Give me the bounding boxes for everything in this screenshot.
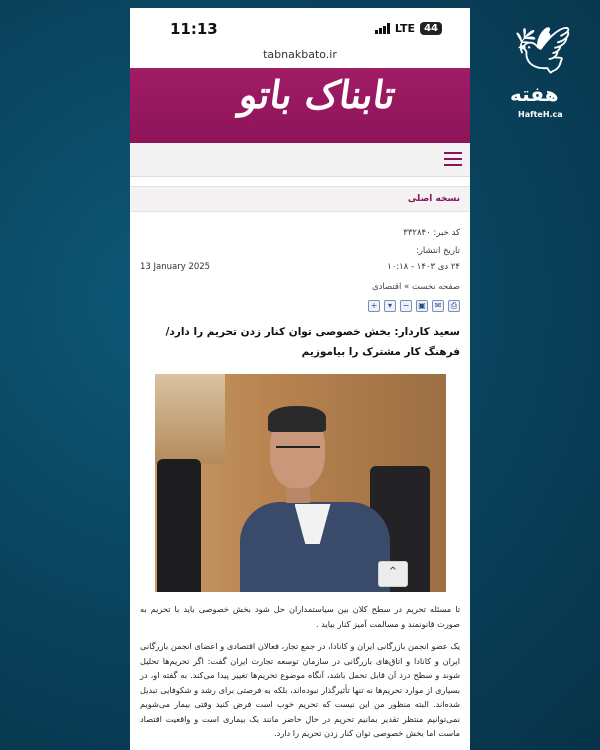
article-body: یک عضو انجمن بازرگانی ایران و کانادا، در جمع تجار، فعالان اقتصادی و اعضای انجمن بازرگانی ایران و کانادا و اتاق‌های بازرگانی در سازمان توسعه تجارت ایران گفت: اگر تحریم‌ها تحلیل شوند و سطح درد آن قابل تحمل باشد، آنگاه موضوع تحریم‌ها تغییر پیدا می‌کند. به گفته او، در بسیاری از موارد تحریم‌ها نه تنها تأثیرگذار نبوده‌اند، بلکه به فرصتی برای رشد و شکوفایی تبدیل شده‌اند. البته منظور من این نیست که تحریم خوب است فرض کنید وقتی بیمار می‌شویم نمی‌توانیم منتظر تقدیر بمانیم تحریم در حال حاضر مانند یک بیماری است و واقعیت اقتصاد ماست اما بخش خصوصی توان کنار زدن تحریم را دارد.	[140, 641, 460, 738]
gregorian-date: 13 January 2025	[140, 262, 211, 272]
nav-bar	[130, 143, 470, 177]
tab-main-version[interactable]: نسخه اصلی	[130, 186, 470, 212]
article-photo	[155, 374, 446, 592]
save-icon[interactable]: ▣	[416, 300, 428, 312]
font-down-icon[interactable]: −	[400, 300, 412, 312]
add-icon[interactable]: +	[368, 300, 380, 312]
status-bar	[130, 8, 470, 48]
font-up-icon[interactable]: ▾	[384, 300, 396, 312]
chevron-up-icon: ⌃	[387, 565, 399, 580]
watermark-logo	[498, 20, 588, 130]
status-time: 11:13	[170, 20, 218, 38]
site-banner[interactable]	[130, 68, 470, 143]
publish-date-label: تاریخ انتشار:	[415, 246, 460, 256]
watermark-site: HafteH.ca	[518, 110, 563, 119]
address-bar[interactable]: tabnakbato.ir	[263, 48, 337, 61]
menu-icon[interactable]	[444, 152, 462, 170]
breadcrumb[interactable]: صفحه نخست » اقتصادی	[371, 282, 460, 292]
site-logo[interactable]: تابناک باتو	[236, 72, 399, 117]
article-meta	[130, 228, 470, 272]
persian-date: ۲۴ دی ۱۴۰۳ - ۱۰:۱۸	[387, 262, 460, 272]
article-headline: سعید کاردار: بخش خصوصی توان کنار زدن تحریم را دارد/فرهنگ کار مشترک را بیاموزیم	[165, 326, 460, 358]
phone-screen	[130, 8, 470, 750]
article-toolbar	[130, 300, 470, 312]
scroll-top-button[interactable]	[378, 561, 408, 587]
print-icon[interactable]: ⎙	[448, 300, 460, 312]
signal-icon	[375, 23, 390, 34]
network-label: LTE	[394, 22, 416, 35]
email-icon[interactable]: ✉	[432, 300, 444, 312]
dove-icon: 🕊	[513, 23, 573, 77]
news-code-label: کد خبر:	[433, 228, 460, 238]
watermark-name: هفته	[510, 82, 559, 106]
news-code-value: ۳۳۲۸۴۰	[403, 228, 431, 238]
battery-icon: 44	[420, 22, 442, 35]
article-lead: تا مسئله تحریم در سطح کلان بین سیاستمداران حل شود بخش خصوصی باید با تحریم به صورت قانونمند و مسالمت آمیز کنار بیاید .	[140, 604, 460, 629]
